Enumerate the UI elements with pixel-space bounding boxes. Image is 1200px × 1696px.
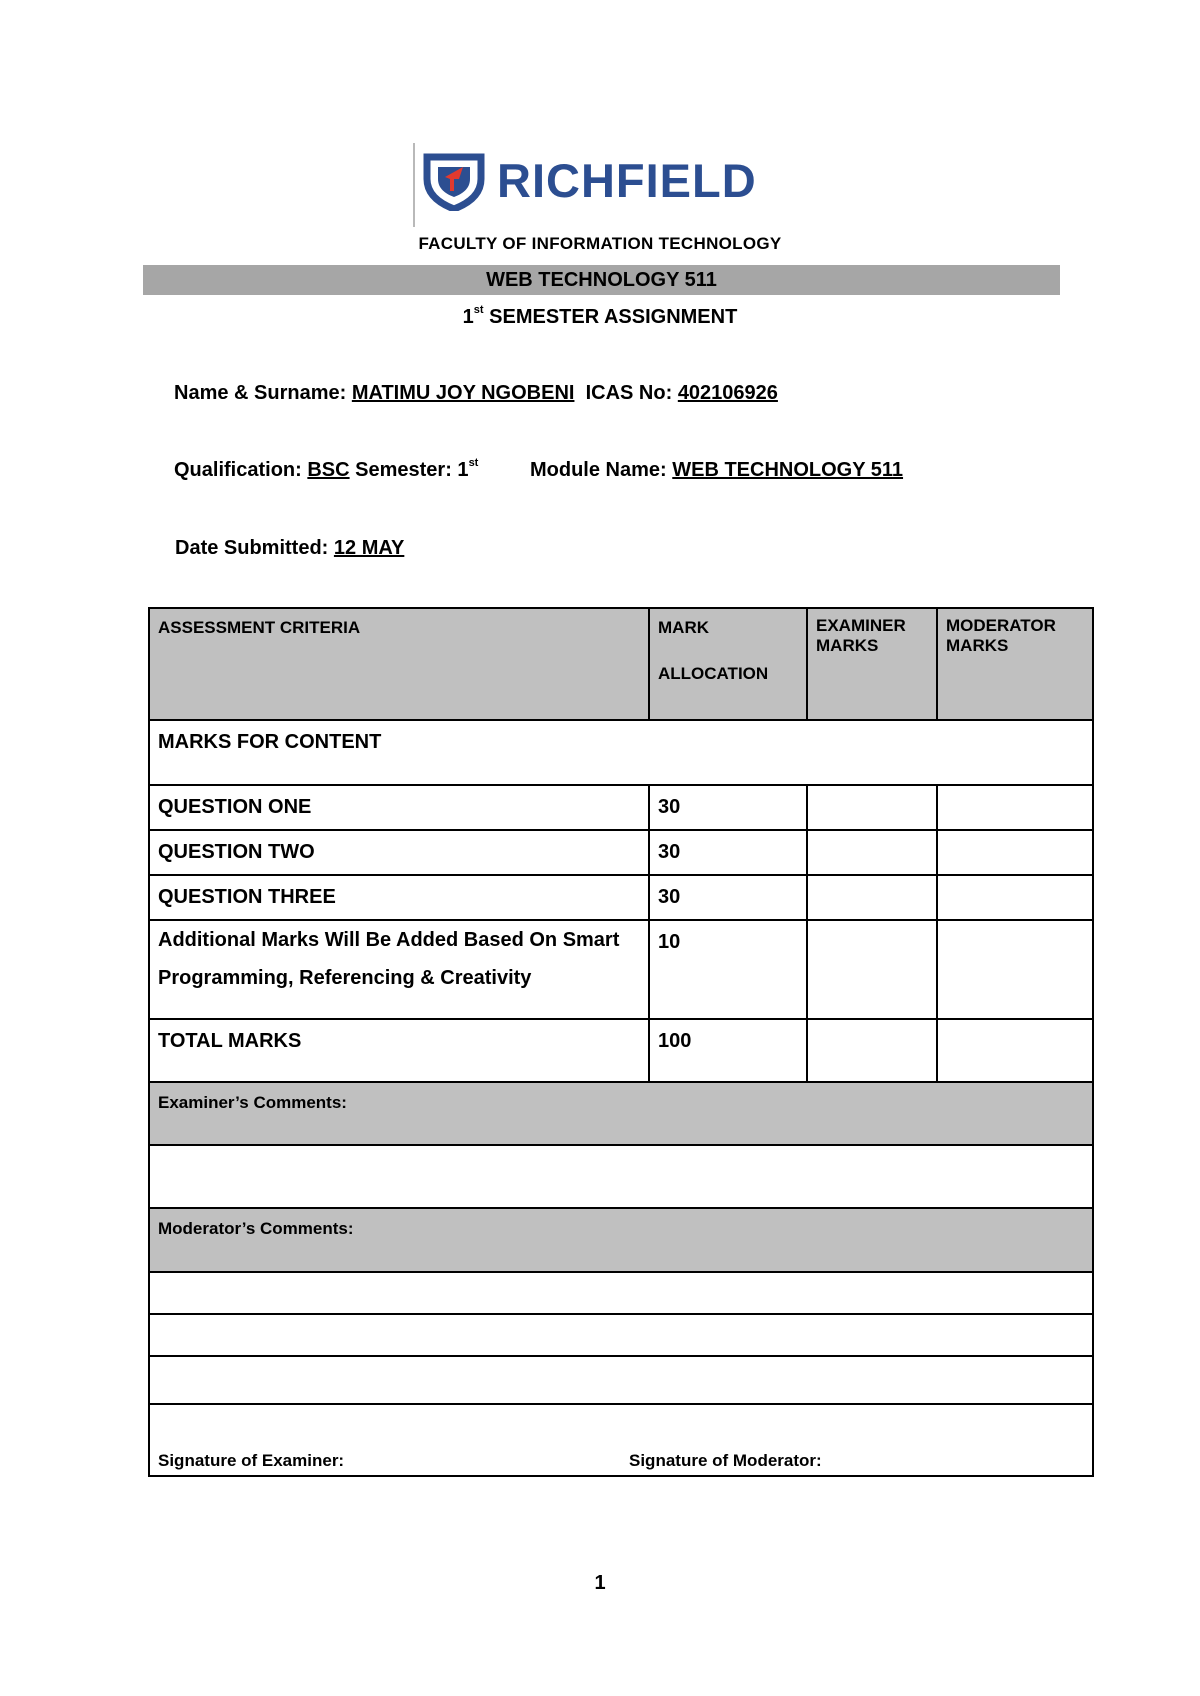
semester-number: 1 xyxy=(462,306,474,328)
qualification-value: BSC xyxy=(307,459,350,481)
header-examiner-marks xyxy=(807,608,937,720)
examiner-comments-label: Examiner’s Comments: xyxy=(149,1082,1093,1145)
row-mark: 30 xyxy=(649,785,807,830)
date-line xyxy=(175,537,404,560)
semester-label: Semester: 1 xyxy=(355,459,469,481)
examiner-mark-cell[interactable] xyxy=(807,920,937,1019)
total-mark: 100 xyxy=(649,1019,807,1082)
moderator-comments-field[interactable] xyxy=(149,1314,1093,1356)
shield-icon xyxy=(423,153,485,211)
examiner-mark-cell[interactable] xyxy=(807,830,937,875)
row-criteria xyxy=(149,920,649,1019)
examiner-comments-row xyxy=(149,1145,1093,1208)
course-banner: WEB TECHNOLOGY 511 xyxy=(143,265,1060,295)
moderator-comments-label: Moderator’s Comments: xyxy=(149,1208,1093,1272)
header-examiner: EXAMINER xyxy=(816,616,906,635)
header-moderator-marks xyxy=(937,608,1093,720)
examiner-mark-cell[interactable] xyxy=(807,785,937,830)
row-mark: 30 xyxy=(649,830,807,875)
moderator-total-cell[interactable] xyxy=(937,1019,1093,1082)
logo-divider xyxy=(413,143,415,227)
header-examiner-marks-label: MARKS xyxy=(816,636,879,655)
row-mark: 10 xyxy=(649,920,807,1019)
moderator-mark-cell[interactable] xyxy=(937,875,1093,920)
assessment-table xyxy=(148,607,1094,1477)
icas-label: ICAS No: xyxy=(585,382,673,404)
moderator-comments-field[interactable] xyxy=(149,1272,1093,1314)
name-value: MATIMU JOY NGOBENI xyxy=(351,382,575,404)
signature-row xyxy=(149,1404,1093,1476)
semester-suffix: st xyxy=(473,304,484,317)
semester-title xyxy=(0,306,1200,329)
module-value: WEB TECHNOLOGY 511 xyxy=(672,459,904,481)
table-row xyxy=(149,875,1093,920)
examiner-mark-cell[interactable] xyxy=(807,875,937,920)
moderator-comments-header-row xyxy=(149,1208,1093,1272)
faculty-title: FACULTY OF INFORMATION TECHNOLOGY xyxy=(418,234,782,253)
section-row xyxy=(149,720,1093,785)
examiner-comments-header-row xyxy=(149,1082,1093,1145)
examiner-comments-field[interactable] xyxy=(149,1145,1093,1208)
table-row xyxy=(149,830,1093,875)
module-line xyxy=(530,459,903,482)
moderator-comments-row xyxy=(149,1356,1093,1404)
table-row xyxy=(149,920,1093,1019)
qualification-label: Qualification: xyxy=(174,459,302,481)
module-label: Module Name: xyxy=(530,459,667,481)
section-title: MARKS FOR CONTENT xyxy=(149,720,1093,785)
qualification-line xyxy=(174,459,478,482)
total-row xyxy=(149,1019,1093,1082)
page-number: 1 xyxy=(594,1572,606,1594)
moderator-comments-field[interactable] xyxy=(149,1356,1093,1404)
signature-cell xyxy=(149,1404,1093,1476)
row-criteria: QUESTION THREE xyxy=(149,875,649,920)
row-criteria-line-1: Additional Marks Will Be Added Based On Smart xyxy=(158,929,620,951)
moderator-comments-row xyxy=(149,1272,1093,1314)
row-criteria-line-2: Programming, Referencing & Creativity xyxy=(158,967,532,989)
moderator-comments-row xyxy=(149,1314,1093,1356)
semester-label-suffix: st xyxy=(468,457,479,470)
richfield-logo xyxy=(413,143,793,227)
date-label: Date Submitted: xyxy=(175,537,329,559)
row-mark: 30 xyxy=(649,875,807,920)
header-criteria: ASSESSMENT CRITERIA xyxy=(149,608,649,720)
logo-text: RICHFIELD xyxy=(497,154,757,207)
signature-moderator-label: Signature of Moderator: xyxy=(629,1451,822,1470)
header-mark: MARK xyxy=(658,618,709,637)
icas-value: 402106926 xyxy=(677,382,778,404)
examiner-total-cell[interactable] xyxy=(807,1019,937,1082)
moderator-mark-cell[interactable] xyxy=(937,830,1093,875)
header-moderator-marks-label: MARKS xyxy=(946,636,1009,655)
table-header-row xyxy=(149,608,1093,720)
date-value: 12 MAY xyxy=(333,537,405,559)
moderator-mark-cell[interactable] xyxy=(937,785,1093,830)
name-line xyxy=(174,382,778,405)
row-criteria: QUESTION ONE xyxy=(149,785,649,830)
header-mark-allocation xyxy=(649,608,807,720)
name-label: Name & Surname: xyxy=(174,382,347,404)
total-label: TOTAL MARKS xyxy=(149,1019,649,1082)
semester-text: SEMESTER ASSIGNMENT xyxy=(483,306,738,328)
row-criteria: QUESTION TWO xyxy=(149,830,649,875)
header-moderator: MODERATOR xyxy=(946,616,1056,635)
signature-examiner-label: Signature of Examiner: xyxy=(158,1451,345,1470)
header-allocation: ALLOCATION xyxy=(658,664,769,683)
table-row xyxy=(149,785,1093,830)
moderator-mark-cell[interactable] xyxy=(937,920,1093,1019)
